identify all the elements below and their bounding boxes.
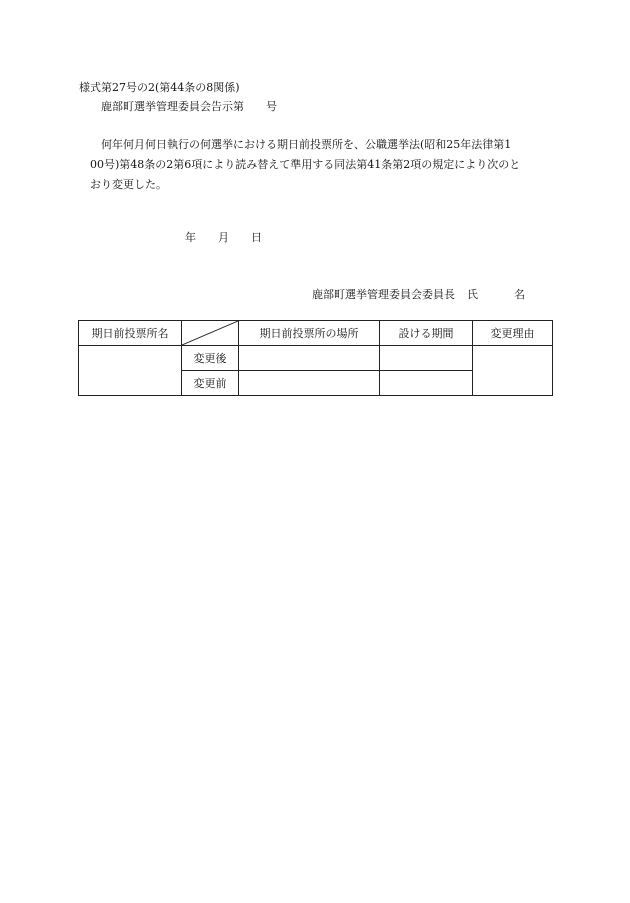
- body-line-3: おり変更した。: [90, 178, 167, 191]
- signature-name-mark: 名: [514, 288, 525, 301]
- header-reason: 変更理由: [473, 321, 553, 346]
- form-number: 様式第27号の2(第44条の8関係): [79, 81, 240, 94]
- body-line-2: 00号)第48条の2第6項により読み替えて準用する同法第41条第2項の規定により次のと: [90, 158, 521, 171]
- header-diagonal-cell: [182, 321, 239, 346]
- period-after-cell[interactable]: [380, 346, 473, 371]
- body-line-1: 何年何月何日執行の何選挙における期日前投票所を、公職選挙法(昭和25年法律第1: [101, 138, 512, 151]
- date-day: 日: [251, 231, 262, 244]
- date-month: 月: [218, 231, 229, 244]
- table-header-row: [79, 321, 553, 346]
- signature-line: [312, 286, 525, 304]
- signature-surname-mark: 氏: [467, 288, 478, 301]
- change-table: [78, 320, 553, 396]
- header-period: 設ける期間: [380, 321, 473, 346]
- header-station-name: 期日前投票所名: [79, 321, 182, 346]
- location-before-cell[interactable]: [239, 371, 380, 396]
- header-location: 期日前投票所の場所: [239, 321, 380, 346]
- reason-cell[interactable]: [473, 346, 553, 396]
- row-label-before: 変更前: [182, 371, 239, 396]
- date-year: 年: [185, 231, 196, 244]
- date-line: [185, 229, 262, 247]
- diagonal-line: [182, 321, 238, 345]
- notice-body: [79, 135, 561, 195]
- table-row: [79, 346, 553, 371]
- period-before-cell[interactable]: [380, 371, 473, 396]
- notice-title: 鹿部町選挙管理委員会告示第 号: [101, 100, 277, 113]
- station-name-cell[interactable]: [79, 346, 182, 396]
- row-label-after: 変更後: [182, 346, 239, 371]
- location-after-cell[interactable]: [239, 346, 380, 371]
- signature-title: 鹿部町選挙管理委員会委員長: [312, 288, 455, 301]
